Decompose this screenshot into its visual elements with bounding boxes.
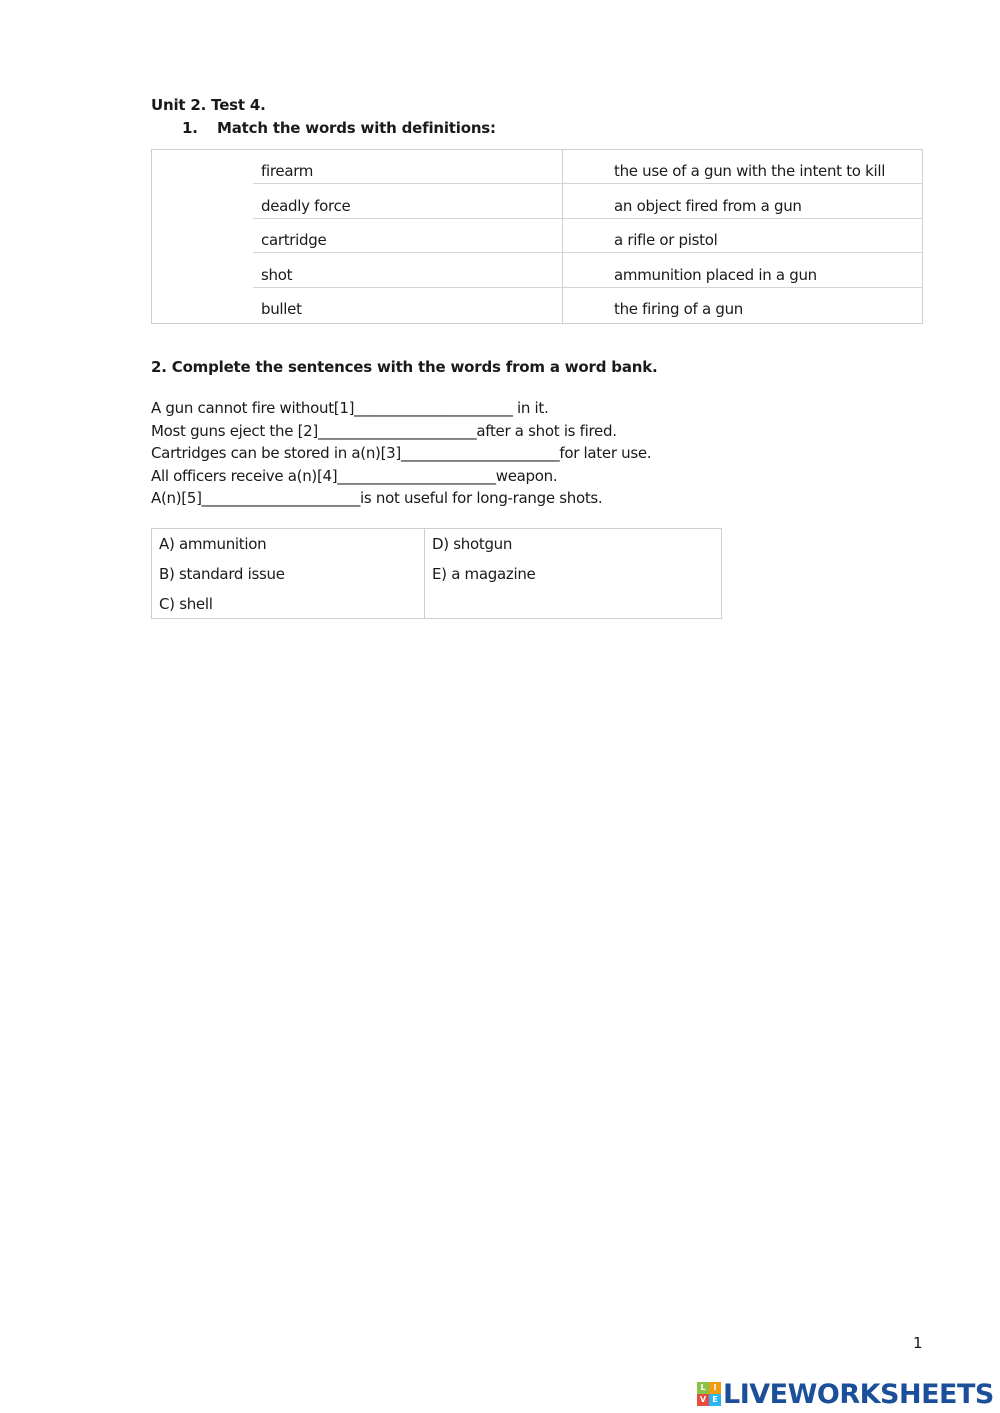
word-bank-item-c: C) shell xyxy=(159,595,213,613)
matching-definition[interactable]: the firing of a gun xyxy=(614,300,743,318)
page-title: Unit 2. Test 4. xyxy=(151,96,266,114)
matching-word[interactable]: cartridge xyxy=(261,231,327,249)
word-bank-item-e: E) a magazine xyxy=(432,565,536,583)
word-bank-item-b: B) standard issue xyxy=(159,565,285,583)
question-1-heading xyxy=(182,119,496,137)
matching-word[interactable]: firearm xyxy=(261,162,314,180)
matching-row-2 xyxy=(253,185,923,219)
logo-text: LIVEWORKSHEETS xyxy=(723,1378,994,1410)
matching-row-3 xyxy=(253,219,923,253)
sentence-list xyxy=(151,399,851,512)
logo-icon: L I V E xyxy=(697,1382,721,1406)
matching-row-1 xyxy=(253,150,923,184)
word-bank-divider xyxy=(424,528,425,619)
question-2-heading: 2. Complete the sentences with the words from a word bank. xyxy=(151,358,658,376)
word-bank-item-d: D) shotgun xyxy=(432,535,513,553)
sentence-5[interactable]: A(n)[5]______________________is not useful for long-range shots. xyxy=(151,489,603,507)
matching-row-5 xyxy=(253,288,923,322)
row-separator xyxy=(253,183,923,184)
sentence-1[interactable]: A gun cannot fire without[1]______________________ in it. xyxy=(151,399,549,417)
matching-word[interactable]: bullet xyxy=(261,300,302,318)
matching-definition[interactable]: ammunition placed in a gun xyxy=(614,266,817,284)
matching-definition[interactable]: an object fired from a gun xyxy=(614,197,802,215)
matching-definition[interactable]: a rifle or pistol xyxy=(614,231,718,249)
page-number: 1 xyxy=(913,1334,923,1352)
question-1-text: Match the words with definitions: xyxy=(217,119,496,137)
question-1-number: 1. xyxy=(182,119,198,137)
sentence-2[interactable]: Most guns eject the [2]______________________after a shot is fired. xyxy=(151,421,617,440)
sentence-4[interactable]: All officers receive a(n)[4]______________________weapon. xyxy=(151,466,558,485)
word-bank-item-a: A) ammunition xyxy=(159,535,267,553)
liveworksheets-logo xyxy=(697,1378,994,1410)
sentence-3[interactable]: Cartridges can be stored in a(n)[3]______________________for later use. xyxy=(151,444,652,462)
matching-definition[interactable]: the use of a gun with the intent to kill xyxy=(614,162,886,180)
row-separator xyxy=(253,252,923,253)
matching-row-4 xyxy=(253,254,923,288)
matching-word[interactable]: shot xyxy=(261,266,293,284)
matching-word[interactable]: deadly force xyxy=(261,197,351,215)
